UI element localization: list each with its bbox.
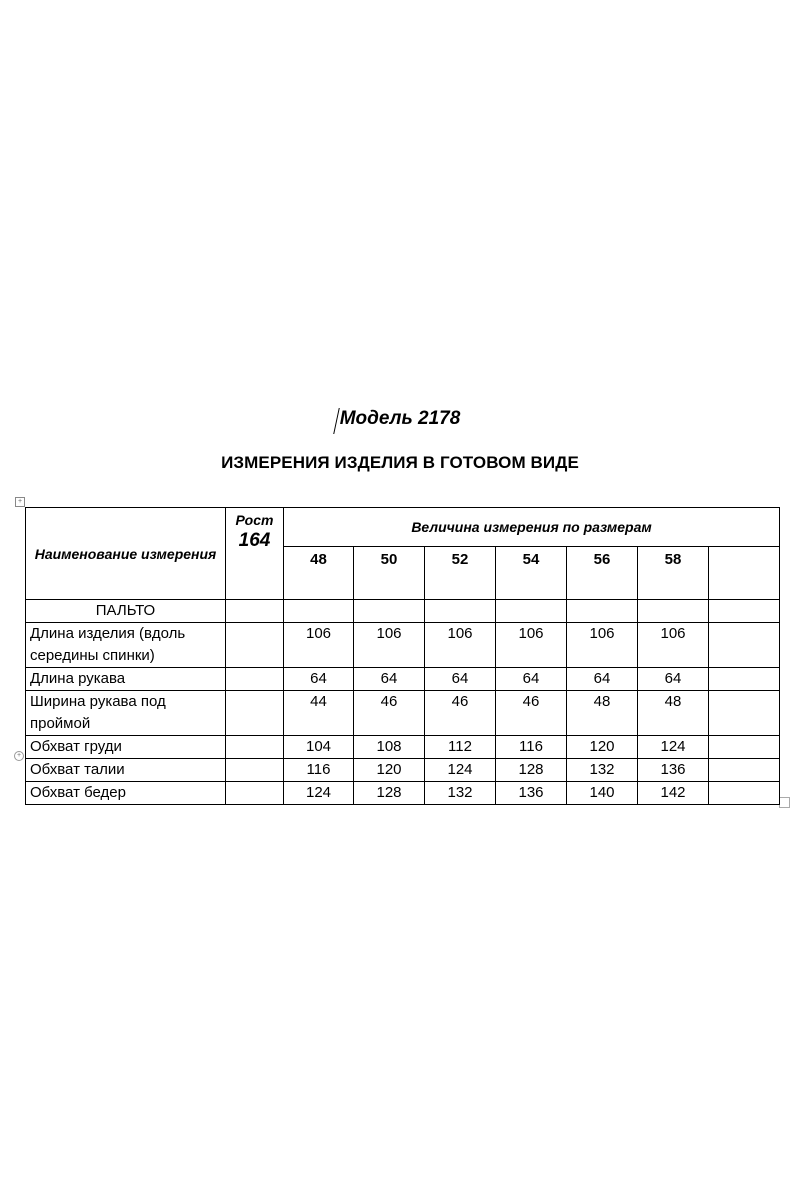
size-header-cell[interactable] — [425, 547, 496, 600]
table-resize-handle-icon[interactable] — [779, 797, 790, 808]
rost-cell[interactable] — [226, 691, 284, 736]
empty-cell[interactable] — [284, 600, 354, 623]
row-insert-handle-icon[interactable]: + — [14, 751, 24, 761]
value-cell[interactable] — [284, 782, 354, 805]
empty-cell[interactable] — [226, 600, 284, 623]
measurement-value: 120 — [376, 761, 402, 778]
empty-cell[interactable] — [354, 600, 425, 623]
value-cell[interactable] — [709, 623, 780, 668]
table-row — [26, 623, 780, 668]
value-cell[interactable] — [496, 668, 567, 691]
value-cell[interactable] — [496, 782, 567, 805]
size-header-cell[interactable] — [354, 547, 425, 600]
measurement-value: 106 — [589, 625, 615, 642]
section-row — [26, 600, 780, 623]
value-cell[interactable] — [354, 691, 425, 736]
rost-header-cell[interactable] — [226, 508, 284, 600]
value-cell[interactable] — [567, 736, 638, 759]
measurement-value: 120 — [589, 738, 615, 755]
measurements-table — [25, 507, 780, 805]
measurement-value: 132 — [589, 761, 615, 778]
measurement-value: 64 — [310, 670, 327, 687]
size-label: 54 — [522, 551, 540, 568]
measurement-label-cell[interactable] — [26, 736, 226, 759]
measurement-value: 116 — [306, 761, 331, 778]
measurement-value: 64 — [451, 670, 469, 687]
measurement-label-cell[interactable] — [26, 668, 226, 691]
measurement-label: Длина рукава — [30, 670, 126, 687]
measurement-value: 136 — [660, 761, 686, 778]
value-cell[interactable] — [284, 623, 354, 668]
rost-cell[interactable] — [226, 759, 284, 782]
measurement-value: 124 — [660, 738, 686, 755]
value-cell[interactable] — [496, 623, 567, 668]
table-row — [26, 759, 780, 782]
header-row — [26, 508, 780, 547]
value-cell[interactable] — [638, 691, 709, 736]
value-cell[interactable] — [496, 691, 567, 736]
value-cell[interactable] — [567, 691, 638, 736]
measurement-value: 64 — [522, 670, 540, 687]
size-label: 56 — [593, 551, 611, 568]
rost-cell[interactable] — [226, 623, 284, 668]
measurement-value: 106 — [305, 625, 332, 642]
measurement-value: 44 — [310, 693, 327, 710]
table-row — [26, 736, 780, 759]
rost-label: Рост — [235, 512, 274, 528]
empty-cell[interactable] — [709, 600, 780, 623]
measurement-value: 106 — [518, 625, 544, 642]
empty-cell[interactable] — [425, 600, 496, 623]
size-label: 58 — [664, 551, 682, 568]
measurement-value: 104 — [305, 738, 332, 755]
value-cell[interactable] — [354, 623, 425, 668]
measurement-label-cell[interactable] — [26, 691, 226, 736]
value-cell[interactable] — [496, 759, 567, 782]
rost-cell[interactable] — [226, 668, 284, 691]
section-label: ПАЛЬТО — [95, 602, 156, 619]
name-header: Наименование измерения — [34, 545, 217, 562]
measurement-label: Обхват груди — [30, 738, 122, 755]
measurement-value: 64 — [380, 670, 398, 687]
size-label: 52 — [451, 551, 469, 568]
value-cell[interactable] — [425, 691, 496, 736]
value-cell[interactable] — [496, 736, 567, 759]
measurement-value: 46 — [380, 693, 398, 710]
measurement-value: 106 — [376, 625, 402, 642]
measurement-value: 106 — [447, 625, 473, 642]
measurement-label-cell[interactable] — [26, 759, 226, 782]
measurement-value: 64 — [664, 670, 682, 687]
measurement-value: 64 — [593, 670, 611, 687]
measurement-label-cell[interactable] — [26, 623, 226, 668]
measurement-value: 106 — [660, 625, 686, 642]
measurement-label: Ширина рукава под проймой — [30, 693, 166, 732]
value-cell[interactable] — [567, 782, 638, 805]
value-cell[interactable] — [709, 736, 780, 759]
rost-cell[interactable] — [226, 736, 284, 759]
value-cell[interactable] — [638, 782, 709, 805]
table-row — [26, 691, 780, 736]
size-header-cell[interactable] — [638, 547, 709, 600]
measurement-value: 46 — [451, 693, 469, 710]
measurement-value: 128 — [518, 761, 544, 778]
value-cell[interactable] — [638, 623, 709, 668]
value-cell[interactable] — [638, 736, 709, 759]
value-cell[interactable] — [425, 736, 496, 759]
value-cell[interactable] — [709, 668, 780, 691]
empty-cell[interactable] — [638, 600, 709, 623]
value-cell[interactable] — [425, 668, 496, 691]
measurement-label: Длина изделия (вдоль середины спинки) — [30, 625, 186, 664]
size-group-header[interactable] — [284, 508, 780, 547]
value-cell[interactable] — [567, 623, 638, 668]
table-row — [26, 668, 780, 691]
size-header-cell[interactable] — [284, 547, 354, 600]
document-heading: ИЗМЕРЕНИЯ ИЗДЕЛИЯ В ГОТОВОМ ВИДЕ — [221, 453, 579, 472]
measurement-value: 128 — [376, 784, 402, 801]
value-cell[interactable] — [284, 668, 354, 691]
measurement-value: 140 — [589, 784, 615, 801]
measurement-value: 48 — [593, 693, 611, 710]
value-cell[interactable] — [284, 759, 354, 782]
value-cell[interactable] — [709, 782, 780, 805]
size-group-label: Величина измерения по размерам — [411, 519, 652, 535]
rost-value: 164 — [238, 530, 271, 551]
value-cell[interactable] — [638, 668, 709, 691]
value-cell[interactable] — [354, 759, 425, 782]
value-cell[interactable] — [709, 691, 780, 736]
size-label: 50 — [380, 551, 398, 568]
value-cell[interactable] — [567, 759, 638, 782]
value-cell[interactable] — [425, 759, 496, 782]
value-cell[interactable] — [354, 782, 425, 805]
measurement-value: 132 — [447, 784, 473, 801]
value-cell[interactable] — [284, 736, 354, 759]
rost-cell[interactable] — [226, 782, 284, 805]
measurement-value: 112 — [448, 738, 472, 755]
measurement-value: 116 — [519, 738, 543, 755]
size-header-cell[interactable] — [567, 547, 638, 600]
size-label: 48 — [310, 551, 327, 568]
measurement-value: 142 — [660, 784, 686, 801]
value-cell[interactable] — [284, 691, 354, 736]
value-cell[interactable] — [425, 782, 496, 805]
model-title: Модель 2178 — [339, 408, 461, 429]
table-move-handle-icon[interactable]: + — [15, 497, 25, 507]
measurement-value: 124 — [305, 784, 332, 801]
empty-cell[interactable] — [567, 600, 638, 623]
section-cell[interactable] — [26, 600, 226, 623]
measurement-value: 108 — [376, 738, 402, 755]
table-row — [26, 782, 780, 805]
measurement-label: Обхват талии — [30, 761, 125, 778]
measurement-value: 46 — [522, 693, 540, 710]
measurement-value: 136 — [518, 784, 544, 801]
value-cell[interactable] — [567, 668, 638, 691]
name-header-cell[interactable] — [26, 508, 226, 600]
measurement-label-cell[interactable] — [26, 782, 226, 805]
value-cell[interactable] — [354, 736, 425, 759]
empty-cell[interactable] — [496, 600, 567, 623]
value-cell[interactable] — [638, 759, 709, 782]
value-cell[interactable] — [709, 759, 780, 782]
measurement-value: 124 — [447, 761, 473, 778]
measurement-label: Обхват бедер — [30, 784, 126, 801]
size-header-cell[interactable] — [709, 547, 780, 600]
size-header-cell[interactable] — [496, 547, 567, 600]
value-cell[interactable] — [425, 623, 496, 668]
value-cell[interactable] — [354, 668, 425, 691]
measurement-value: 48 — [664, 693, 682, 710]
